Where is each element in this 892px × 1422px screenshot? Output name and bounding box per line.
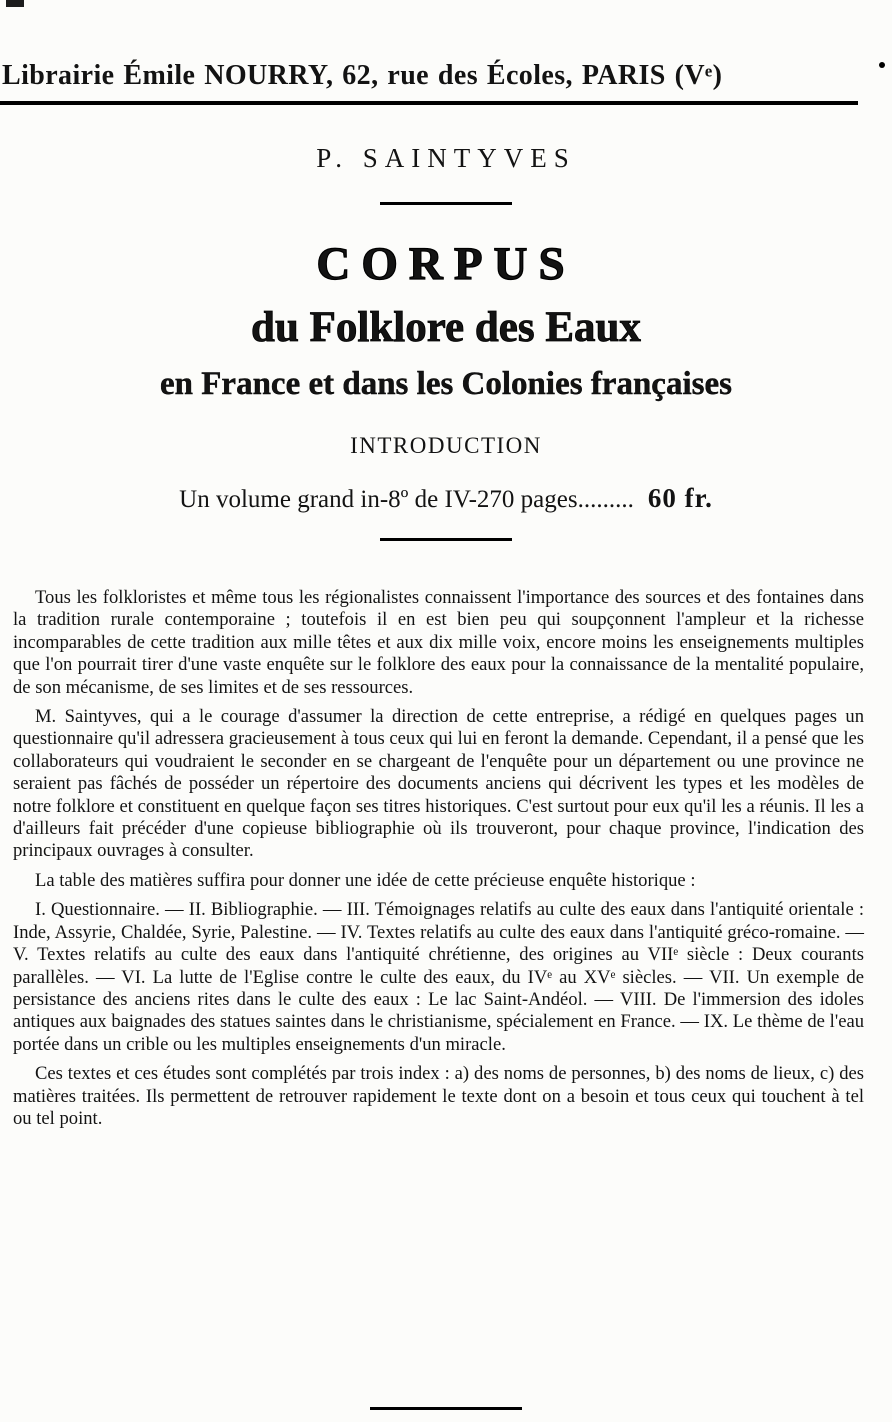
volume-price-line <box>0 483 892 514</box>
book-title-line2: du Folklore des Eaux <box>251 304 641 351</box>
section-heading: INTRODUCTION <box>350 433 542 458</box>
publisher-header: Librairie Émile NOURRY, 62, rue des Écoles, PARIS (Vᵉ) <box>2 60 723 91</box>
book-title-main: CORPUS <box>316 238 576 290</box>
paragraph-indexes: Ces textes et ces études sont complétés par trois index : a) des noms de personnes, b) des noms de lieux, c) des matières traitées. Ils permettent de retrouver rapidement le texte dont on a besoin et tous ceux qui touchent à tel ou tel point. <box>13 1063 864 1129</box>
header-divider <box>0 101 858 105</box>
scan-artifact-dot <box>879 62 885 68</box>
paragraph-table-of-contents-lead: La table des matières suffira pour donner une idée de cette précieuse enquête historique : <box>35 869 696 891</box>
body-text <box>0 587 892 1130</box>
paragraph-saintyves-questionnaire: M. Saintyves, qui a le courage d'assumer la direction de cette entreprise, a rédigé en quelques pages un questionnaire qu'il adressera gracieusement à tous ceux qui lui en feront la demande. Cependant, il a pensé que les collaborateurs qui voudraient le seconder en se chargeant de l'enquête pour un département ou une province ne seraient pas fâchés de posséder un répertoire des documents anciens qui décrivent les types et les modèles de notre folklore et constituent en quelque façon ses titres historiques. C'est surtout pour eux qu'il les a réunis. Il les a d'ailleurs fait précéder d'une copieuse bibliographie où ils trouveront, pour chaque province, l'indication des principaux ouvrages à consulter. <box>13 706 864 862</box>
paragraph-intro-importance: Tous les folkloristes et même tous les régionalistes connaissent l'importance des sources et des fontaines dans la tradition rurale contemporaine ; toutefois il en est bien peu qui soupçonnent l'ampleur et la richesse incomparables de cette tradition aux mille têtes et aux dix mille voix, encore moins les enseignements multiples que l'on pourrait tirer d'une vaste enquête sur le folklore des eaux pour la connaissance de la mentalité populaire, de son mécanisme, de ses limites et de ses ressources. <box>13 587 864 698</box>
scan-artifact-top-left <box>6 0 24 7</box>
divider-under-author <box>380 202 512 205</box>
publisher-header-block <box>0 60 892 105</box>
book-title-line3: en France et dans les Colonies françaises <box>160 366 732 402</box>
divider-bottom <box>370 1407 522 1410</box>
paragraph-table-of-contents: I. Questionnaire. — II. Bibliographie. — III. Témoignages relatifs au culte des eaux dans l'antiquité orientale : Inde, Assyrie, Chaldée, Syrie, Palestine. — IV. Textes relatifs au culte des eaux dans l'antiquité gréco-romaine. — V. Textes relatifs au culte des eaux dans l'antiquité chrétienne, des origines au VIIᵉ siècle : Deux courants parallèles. — VI. La lutte de l'Eglise contre le culte des eaux, du IVᵉ au XVᵉ siècles. — VII. Un exemple de persistance des anciens rites dans le culte des eaux : Le lac Saint-Andéol. — VIII. De l'immersion des idoles antiques aux baignades des statues saintes dans le christianisme, spécialement en France. — IX. Le thème de l'eau portée dans un crible ou les multiples enseignements d'un miracle. <box>13 899 864 1055</box>
author-name: P. SAINTYVES <box>316 143 576 173</box>
divider-under-volume <box>380 538 512 541</box>
volume-description: Un volume grand in-8º de IV-270 pages......... <box>179 486 634 513</box>
price-value: 60 fr. <box>647 483 713 513</box>
